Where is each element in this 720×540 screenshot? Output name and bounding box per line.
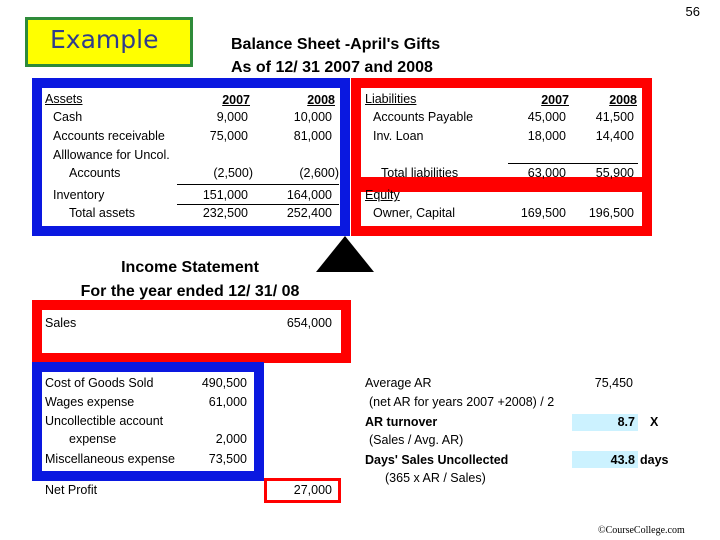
expense-cogs-value: 490,500 (201, 376, 247, 390)
page-number: 56 (685, 4, 700, 19)
days-sales-note: (365 x AR / Sales) (385, 471, 486, 485)
asset-total-2007: 232,500 (202, 206, 248, 220)
balance-sheet-title: Balance Sheet -April's Gifts (231, 36, 441, 53)
liab-label-ap: Accounts Payable (373, 110, 474, 124)
average-ar-value: 75,450 (594, 376, 633, 390)
ar-turnover-label: AR turnover (365, 415, 438, 429)
days-sales-value: 43.8 (610, 453, 635, 467)
expense-label-expense: expense (69, 432, 117, 446)
example-label: Example (50, 25, 159, 54)
days-sales-unit: days (640, 453, 669, 467)
ar-turnover-unit: X (650, 415, 659, 429)
assets-rule-upper (177, 184, 339, 185)
asset-total-2008: 252,400 (286, 206, 332, 220)
asset-cash-2007: 9,000 (216, 110, 248, 124)
assets-rule-lower (177, 204, 339, 205)
sales-value: 654,000 (286, 316, 332, 330)
asset-cash-2008: 10,000 (293, 110, 332, 124)
liab-total-2008: 55,900 (595, 166, 634, 180)
example-badge (25, 17, 193, 67)
liab-label-loan: Inv. Loan (373, 129, 424, 143)
liab-loan-2008: 14,400 (595, 129, 634, 143)
asset-ar-2007: 75,000 (209, 129, 248, 143)
liabilities-col-2007: 2007 (541, 93, 569, 107)
equity-header: Equity (365, 188, 400, 202)
liab-label-total: Total liabilities (381, 166, 459, 180)
income-statement-title: Income Statement (121, 259, 259, 276)
liab-ap-2007: 45,000 (527, 110, 566, 124)
assets-col-2007: 2007 (222, 93, 250, 107)
equity-capital-2008: 196,500 (588, 206, 634, 220)
balance-sheet-date: As of 12/ 31 2007 and 2008 (231, 59, 433, 76)
ar-turnover-note: (Sales / Avg. AR) (369, 433, 464, 447)
net-profit-label: Net Profit (45, 483, 98, 497)
days-sales-label: Days' Sales Uncollected (365, 453, 509, 467)
liab-total-2007: 63,000 (527, 166, 566, 180)
asset-accounts-2008: (2,600) (299, 166, 339, 180)
sales-box (32, 300, 351, 363)
asset-label-inventory: Inventory (53, 188, 105, 202)
equity-label-capital: Owner, Capital (373, 206, 455, 220)
expense-label-cogs: Cost of Goods Sold (45, 376, 154, 390)
expense-wages-value: 61,000 (208, 395, 247, 409)
asset-inventory-2008: 164,000 (286, 188, 332, 202)
sales-label: Sales (45, 316, 77, 330)
assets-col-2008: 2008 (307, 93, 335, 107)
expense-misc-value: 73,500 (208, 452, 247, 466)
expense-label-wages: Wages expense (45, 395, 135, 409)
expense-label-misc: Miscellaneous expense (45, 452, 175, 466)
liab-loan-2007: 18,000 (527, 129, 566, 143)
liabilities-rule (508, 163, 638, 164)
asset-label-ar: Accounts receivable (53, 129, 165, 143)
fulcrum-triangle (314, 234, 376, 274)
asset-label-accounts: Accounts (69, 166, 121, 180)
ar-turnover-value: 8.7 (617, 415, 635, 429)
liab-ap-2008: 41,500 (595, 110, 634, 124)
asset-accounts-2007: (2,500) (213, 166, 253, 180)
asset-label-cash: Cash (53, 110, 83, 124)
footer-copyright: ©CourseCollege.com (598, 525, 685, 536)
asset-ar-2008: 81,000 (293, 129, 332, 143)
liabilities-col-2008: 2008 (609, 93, 637, 107)
equity-capital-2007: 169,500 (520, 206, 566, 220)
asset-inventory-2007: 151,000 (202, 188, 248, 202)
expense-uncollectible-value: 2,000 (215, 432, 247, 446)
average-ar-note: (net AR for years 2007 +2008) / 2 (369, 395, 555, 409)
expense-label-uncollectible: Uncollectible account (45, 414, 164, 428)
average-ar-label: Average AR (365, 376, 432, 390)
asset-label-allowance: Alllowance for Uncol. (53, 148, 170, 162)
net-profit-value: 27,000 (293, 483, 332, 497)
assets-header: Assets (45, 92, 83, 106)
asset-label-total: Total assets (69, 206, 136, 220)
income-statement-period: For the year ended 12/ 31/ 08 (80, 283, 300, 300)
liabilities-header: Liabilities (365, 92, 417, 106)
